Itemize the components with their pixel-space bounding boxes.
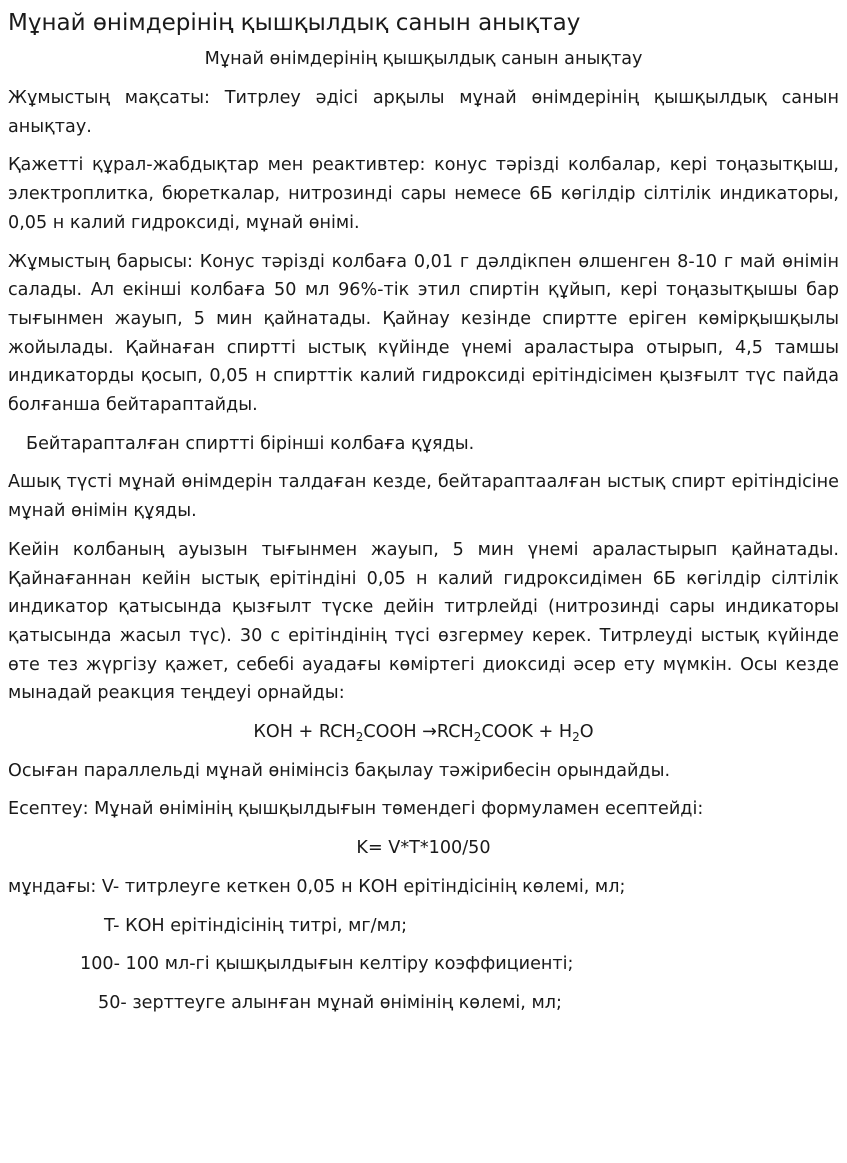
reaction-part: КОН + RCH: [253, 722, 356, 743]
reaction-subscript: 2: [355, 730, 364, 745]
calculation-paragraph: Есептеу: Мұнай өнімінің қышқылдығын төмендегі формуламен есептейді:: [8, 799, 704, 820]
reaction-equation: [8, 718, 839, 747]
where-t: T- КОН ерітіндісінің титрі, мг/мл;: [104, 915, 408, 936]
document-subtitle: Мұнай өнімдерінің қышқылдық санын анықтау: [204, 49, 643, 69]
formula: K= V*T*100/50: [356, 838, 491, 859]
boiling-paragraph: Кейін колбаның ауызын тығынмен жауып, 5 мин үнемі араластырып қайнатады. Қайнағаннан кейін ыстық ерітіндіні 0,05 н калий гидроксидімен 6Б көгілдір сілтілік индикатор қатысында қызғылт түске дейін титрлейді (нитрозинді сары индикаторы қатысында жасыл түс). 30 с ерітіндінің түсі өзгермеу керек. Титрлеуді ыстық күйінде өте тез жүргізу қажет, себебі ауадағы көміртегі диоксиді әсер ету мүмкін. Осы кезде мынадай реакция теңдеуі орнайды:: [8, 539, 839, 704]
page-title: Мұнай өнімдерінің қышқылдық санын анықтау: [8, 10, 581, 36]
procedure-paragraph: Жұмыстың барысы: Конус тәрізді колбаға 0,01 г дәлдікпен өлшенген 8-10 г май өнімін салады. Ал екінші колбаға 50 мл 96%-тік этил спиртін құйып, кері тоңазытқышы бар тығынмен жауып, 5 мин қайнатады. Қайнау кезінде спиртте еріген көмірқышқылы жойылады. Қайнаған спиртті ыстық күйінде үнемі араластыра отырып, 4,5 тамшы индикаторды қосып, 0,05 н спирттік калий гидроксиді ерітіндісімен қызғылт түс пайда болғанша бейтараптайды.: [8, 251, 839, 416]
document: [8, 0, 839, 1028]
equipment-paragraph: Қажетті құрал-жабдықтар мен реактивтер: конус тәрізді колбалар, кері тоңазытқыш, электроплитка, бюреткалар, нитрозинді сары немесе 6Б көгілдір сілтілік индикаторы, 0,05 н калий гидроксиді, мұнай өнімі.: [8, 155, 839, 233]
reaction-subscript: 2: [473, 730, 482, 745]
where-100: 100- 100 мл-гі қышқылдығын келтіру коэффициенті;: [80, 954, 574, 975]
reaction-part: O: [579, 722, 594, 743]
where-50: 50- зерттеуге алынған мұнай өнімінің көлемі, мл;: [98, 992, 562, 1013]
neutralized-paragraph: Бейтарапталған спиртті бірінші колбаға құяды.: [26, 433, 475, 454]
reaction-subscript: 2: [572, 730, 580, 745]
control-paragraph: Осыған параллельді мұнай өнімінсіз бақылау тәжірибесін орындайды.: [8, 760, 671, 781]
goal-paragraph: Жұмыстың мақсаты: Титрлеу әдісі арқылы мұнай өнімдерінің қышқылдық санын анықтау.: [8, 88, 839, 137]
reaction-part: COOK + H: [481, 722, 573, 743]
light-products-paragraph: Ашық түсті мұнай өнімдерін талдаған кезде, бейтараптаалған ыстық спирт ерітіндісіне мұнай өнімін құяды.: [8, 472, 839, 522]
where-v: мұндағы: V- титрлеуге кеткен 0,05 н КОН ерітіндісінің көлемі, мл;: [8, 876, 626, 897]
reaction-part: COOH →RCH: [363, 722, 474, 743]
